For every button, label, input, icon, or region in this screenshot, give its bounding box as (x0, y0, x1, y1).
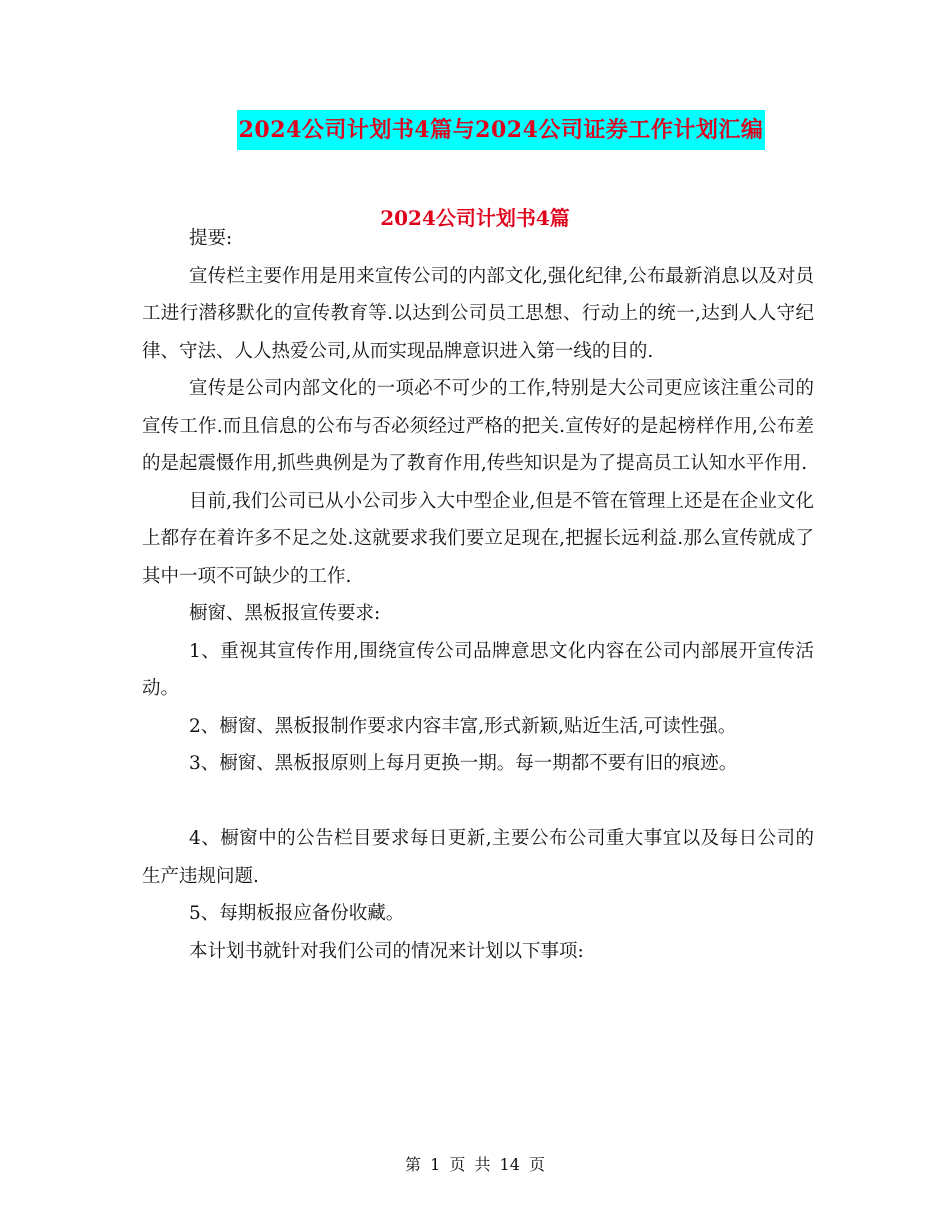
paragraph-requirements-heading: 橱窗、黑板报宣传要求: (189, 603, 381, 624)
paragraph-plan-intro: 本计划书就针对我们公司的情况来计划以下事项: (189, 940, 584, 962)
section-title: 2024公司计划书4篇 (380, 206, 570, 230)
list-item-4: 4、橱窗中的公告栏目要求每日更新,主要公布公司重大事宜以及每日公司的生产违规问题. (142, 828, 814, 887)
paragraph-purpose: 宣传栏主要作用是用来宣传公司的内部文化,强化纪律,公布最新消息以及对员工进行潜移默化的宣传教育等.以达到公司员工思想、行动上的统一,达到人人守纪律、守法、人人热爱公司,从而实现品牌意识进入第一线的目的. (142, 265, 814, 362)
main-title: 2024公司计划书4篇与2024公司证券工作计划汇编 (237, 110, 766, 150)
page-footer: 第 1 页 共 14 页 (405, 1155, 545, 1174)
paragraph-current-status: 目前,我们公司已从小公司步入大中型企业,但是不管在管理上还是在企业文化上都存在着许多不足之处.这就要求我们要立足现在,把握长远利益.那么宣传就成了其中一项不可缺少的工作. (142, 490, 814, 587)
list-item-2: 2、橱窗、黑板报制作要求内容丰富,形式新颖,贴近生活,可读性强。 (189, 715, 737, 737)
list-item-1: 1、重视其宣传作用,围绕宣传公司品牌意思文化内容在公司内部展开宣传活动。 (142, 640, 814, 699)
paragraph-summary-label: 提要: (189, 228, 233, 249)
paragraph-importance: 宣传是公司内部文化的一项必不可少的工作,特别是大公司更应该注重公司的宣传工作.而且信息的公布与否必须经过严格的把关.宣传好的是起榜样作用,公布差的是起震慑作用,抓些典例是为了教育作用,传些知识是为了提高员工认知水平作用. (142, 378, 814, 474)
main-title-container (0, 110, 950, 150)
document-body (142, 220, 814, 970)
list-item-5: 5、每期板报应备份收藏。 (189, 903, 405, 924)
list-item-3: 3、橱窗、黑板报原则上每月更换一期。每一期都不要有旧的痕迹。 (189, 753, 738, 774)
